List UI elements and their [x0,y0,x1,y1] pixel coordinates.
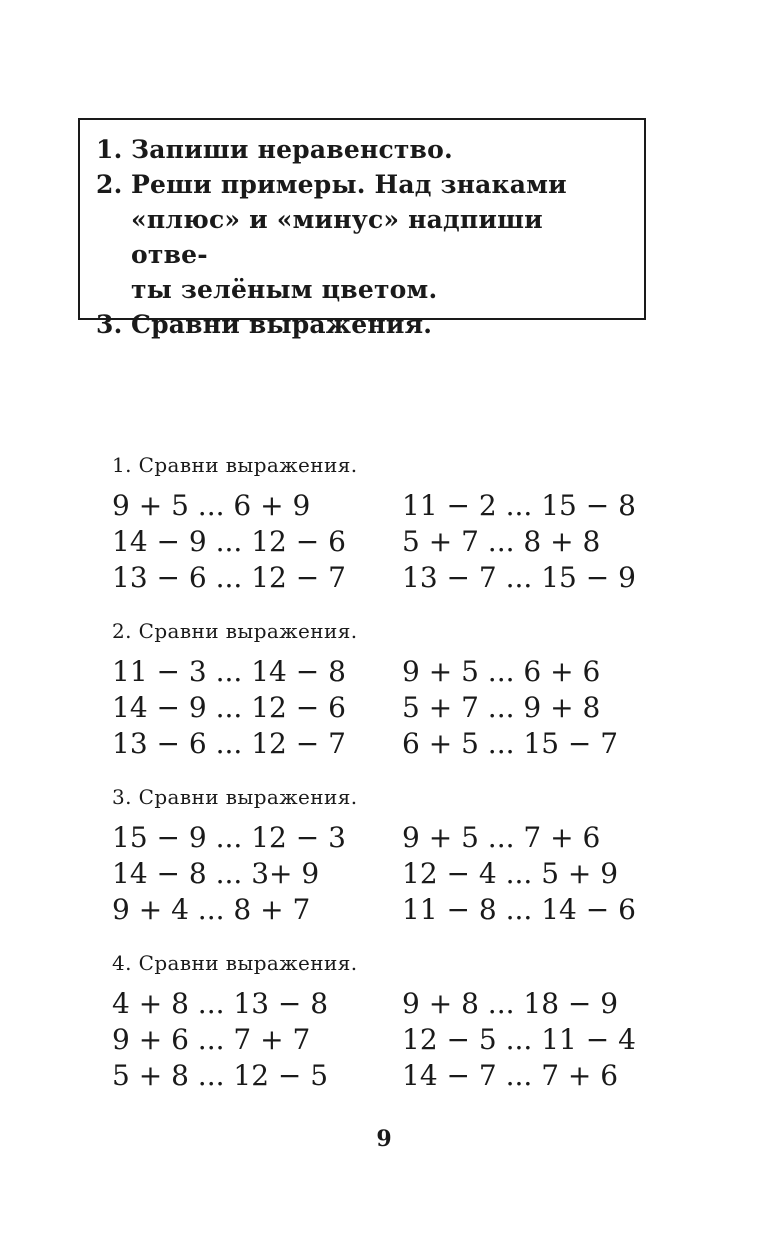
instruction-number: 2. [96,170,123,199]
expression: 12 − 4 ... 5 + 9 [402,857,619,890]
exercise-4 [112,950,672,1094]
exercise-3 [112,784,672,928]
instruction-text: Запиши неравенство. [131,135,453,164]
expression-row [112,654,672,690]
expression: 12 − 5 ... 11 − 4 [402,1023,636,1056]
exercise-2 [112,618,672,762]
exercise-title: 4. Сравни выражения. [112,951,358,975]
expression-row [112,856,672,892]
instruction-text: ты зелёным цветом. [131,275,438,304]
expression: 5 + 7 ... 9 + 8 [402,691,601,724]
expression: 9 + 8 ... 18 − 9 [402,987,619,1020]
expression-row [112,820,672,856]
exercise-title: 2. Сравни выражения. [112,619,358,643]
expression: 4 + 8 ... 13 − 8 [112,987,329,1020]
expression: 9 + 5 ... 6 + 6 [402,655,601,688]
expression-row [112,1022,672,1058]
expression: 11 − 2 ... 15 − 8 [402,489,636,522]
expression: 11 − 3 ... 14 − 8 [112,655,346,688]
instruction-item [96,307,628,342]
exercise-title: 3. Сравни выражения. [112,785,358,809]
expression: 5 + 8 ... 12 − 5 [112,1059,329,1092]
expression-row [112,986,672,1022]
expression: 14 − 9 ... 12 − 6 [112,691,346,724]
expression-row [112,690,672,726]
instruction-text: Сравни выражения. [131,310,433,339]
instruction-number: 1. [96,135,123,164]
expression: 14 − 9 ... 12 − 6 [112,525,346,558]
expression: 9 + 5 ... 7 + 6 [402,821,601,854]
instruction-text: «плюс» и «минус» надпиши отве- [131,205,543,269]
expression: 14 − 8 ... 3+ 9 [112,857,320,890]
instruction-item [96,272,628,307]
exercise-1 [112,452,672,596]
expression: 9 + 5 ... 6 + 9 [112,489,311,522]
instruction-item [96,167,628,202]
expression: 9 + 4 ... 8 + 7 [112,893,311,926]
expression: 9 + 6 ... 7 + 7 [112,1023,311,1056]
exercise-title: 1. Сравни выражения. [112,453,358,477]
instruction-text: Реши примеры. Над знаками [131,170,567,199]
expression-row [112,726,672,762]
expression-row [112,488,672,524]
expression-row [112,892,672,928]
expression: 6 + 5 ... 15 − 7 [402,727,619,760]
expression-row [112,524,672,560]
expression: 5 + 7 ... 8 + 8 [402,525,601,558]
expression-row [112,1058,672,1094]
page-number: 9 [376,1126,392,1152]
expression: 11 − 8 ... 14 − 6 [402,893,636,926]
expression: 14 − 7 ... 7 + 6 [402,1059,619,1092]
expression: 13 − 6 ... 12 − 7 [112,561,346,594]
expression-row [112,560,672,596]
instruction-item [96,132,628,167]
instruction-number: 3. [96,310,123,339]
expression: 15 − 9 ... 12 − 3 [112,821,346,854]
instructions-box [78,118,646,339]
expression: 13 − 6 ... 12 − 7 [112,727,346,760]
expression: 13 − 7 ... 15 − 9 [402,561,636,594]
exercises-section [112,452,672,1116]
instruction-item [96,202,628,272]
